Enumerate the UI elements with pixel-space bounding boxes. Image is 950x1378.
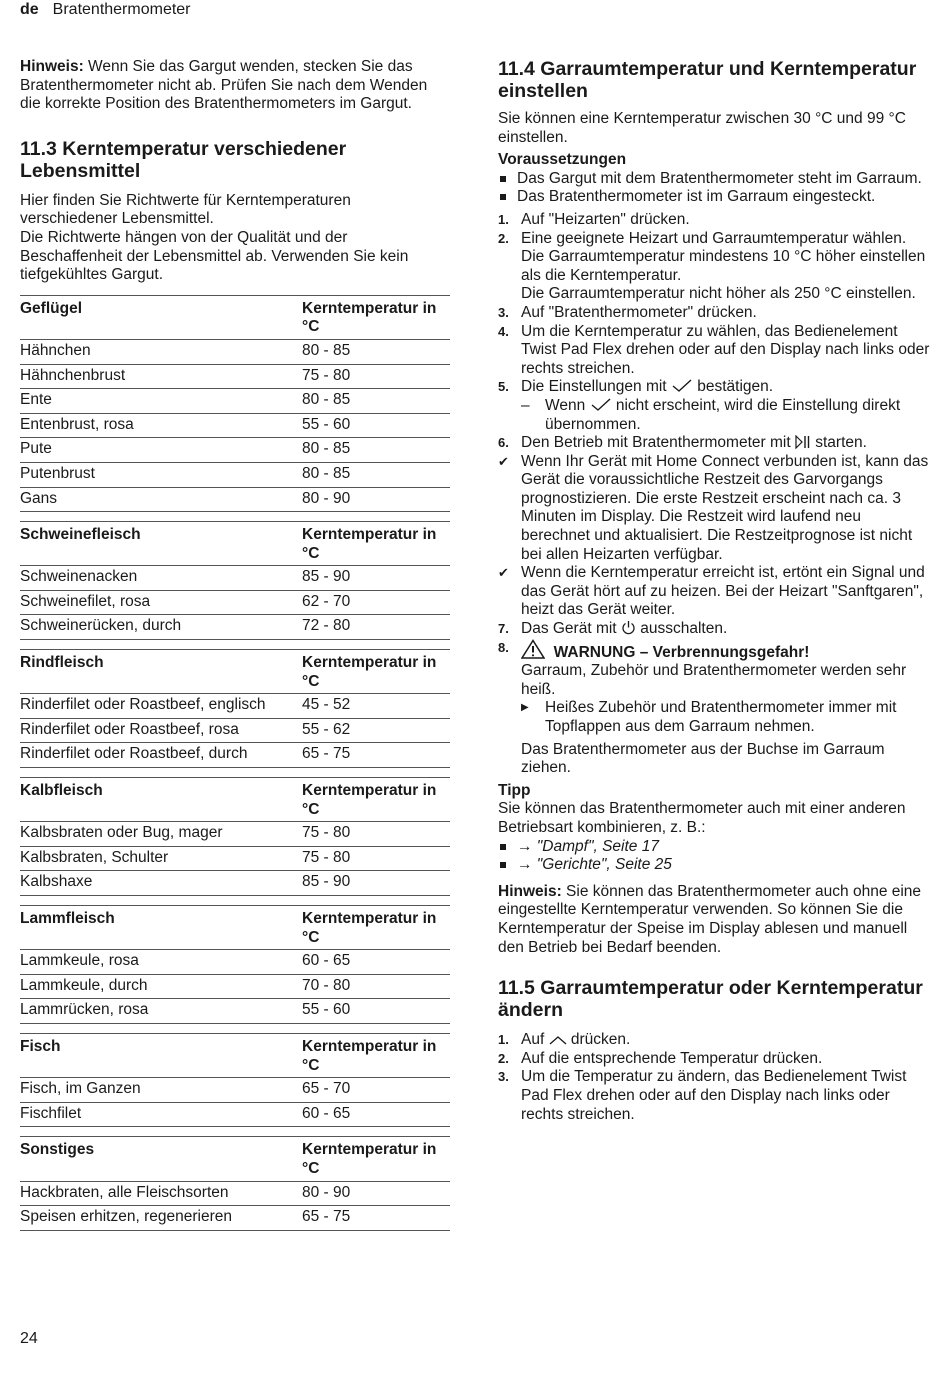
temperature-cell: 70 - 80 <box>302 974 450 999</box>
table-row <box>20 615 450 640</box>
temperature-cell: 60 - 65 <box>302 1102 450 1127</box>
change-step-1: 1. Auf drücken. <box>498 1031 631 1049</box>
requirement-item: Das Bratenthermometer ist im Garraum eingesteckt. <box>498 188 930 207</box>
table-row <box>20 743 450 768</box>
food-cell: Lammkeule, rosa <box>20 950 302 975</box>
tip-links <box>498 838 930 875</box>
temperature-cell: 80 - 85 <box>302 389 450 414</box>
change-step-3: 3. Um die Temperatur zu ändern, das Bedienelement Twist Pad Flex drehen oder auf den Display nach links oder rechts streichen. <box>498 1068 907 1123</box>
group-title: Sonstiges <box>20 1137 302 1181</box>
food-cell: Pute <box>20 438 302 463</box>
hint-text: Wenn Sie das Gargut wenden, stecken Sie das Bratenthermometer nicht ab. Prüfen Sie nach dem Wenden die korrekte Position des Bratenthermometers im Gargut. <box>20 58 428 113</box>
table-row <box>20 822 450 847</box>
step-5: 5. Die Einstellungen mit bestätigen. – Wenn nicht erscheint, wird die Einstellung direkt übernommen. <box>498 378 930 434</box>
group-unit-header: Kerntemperatur in °C <box>302 778 450 822</box>
step-2: 2. Eine geeignete Heizart und Garraumtemperatur wählen. Die Garraumtemperatur mindestens 10 °C höher einstellen als die Kerntemperatur. Die Garraumtemperatur nicht höher als 250 °C einstellen. <box>498 229 926 303</box>
group-title: Fisch <box>20 1033 302 1077</box>
table-row <box>20 1078 450 1103</box>
food-cell: Lammkeule, durch <box>20 974 302 999</box>
step-1: 1. Auf "Heizarten" drücken. <box>498 210 690 228</box>
temperature-cell: 85 - 90 <box>302 871 450 896</box>
action-arrow-icon: ▶ <box>521 702 529 714</box>
table-row <box>20 1102 450 1127</box>
checkmark-icon <box>671 379 693 393</box>
hint-paragraph-right: Hinweis: Sie können das Bratenthermometer auch ohne eine eingestellte Kerntemperatur verwenden. So können Sie die Kerntemperatur der Speise im Display ablesen und manuell den Betrieb bei Bedarf beenden. <box>498 882 922 956</box>
hint-label: Hinweis: <box>20 58 84 75</box>
temperature-cell: 75 - 80 <box>302 364 450 389</box>
group-title: Kalbfleisch <box>20 778 302 822</box>
food-cell: Hähnchenbrust <box>20 364 302 389</box>
left-column <box>20 58 450 1231</box>
table-row <box>20 974 450 999</box>
table-row <box>20 694 450 719</box>
intro-text: Sie können eine Kerntemperatur zwischen 30 °C und 99 °C einstellen. <box>498 110 906 146</box>
temperature-cell: 55 - 62 <box>302 718 450 743</box>
link-gerichte[interactable]: → "Gerichte", Seite 25 <box>498 856 930 875</box>
temperature-cell: 80 - 90 <box>302 1181 450 1206</box>
group-title: Schweinefleisch <box>20 522 302 566</box>
table-group-header <box>20 1033 450 1077</box>
table-row <box>20 1181 450 1206</box>
food-cell: Schweinenacken <box>20 566 302 591</box>
header-title: Bratenthermometer <box>52 1 191 18</box>
food-cell: Hackbraten, alle Fleischsorten <box>20 1181 302 1206</box>
table-group-header <box>20 1137 450 1181</box>
section-title-11-5: 11.5 Garraumtemperatur oder Kerntemperatur ändern <box>498 977 923 1022</box>
table-row <box>20 364 450 389</box>
table-group-header <box>20 778 450 822</box>
play-pause-icon <box>795 435 811 449</box>
food-cell: Schweinerücken, durch <box>20 615 302 640</box>
group-title: Lammfleisch <box>20 906 302 950</box>
food-cell: Ente <box>20 389 302 414</box>
food-cell: Kalbsbraten oder Bug, mager <box>20 822 302 847</box>
intro-text-2: Die Richtwerte hängen von der Qualität und der Beschaffenheit der Lebensmittel ab. Verwenden Sie kein tiefgekühltes Gargut. <box>20 228 409 284</box>
hint-paragraph <box>20 58 450 114</box>
food-cell: Hähnchen <box>20 339 302 364</box>
requirements-title: Voraussetzungen <box>498 151 627 169</box>
table-group-header <box>20 522 450 566</box>
food-cell: Kalbsbraten, Schulter <box>20 846 302 871</box>
group-title: Rindfleisch <box>20 650 302 694</box>
step-3: 3. Auf "Bratenthermometer" drücken. <box>498 303 757 321</box>
table-row <box>20 438 450 463</box>
food-cell: Gans <box>20 487 302 512</box>
step-7: 7. Das Gerät mit ausschalten. <box>498 620 728 638</box>
warning-action: ▶ Heißes Zubehör und Bratenthermometer immer mit Topflappen aus dem Garraum nehmen. <box>521 699 897 735</box>
food-cell: Fisch, im Ganzen <box>20 1078 302 1103</box>
page-header <box>20 0 191 20</box>
food-cell: Schweinefilet, rosa <box>20 590 302 615</box>
page-number: 24 <box>20 1330 38 1347</box>
temperature-cell: 80 - 85 <box>302 438 450 463</box>
food-cell: Speisen erhitzen, regenerieren <box>20 1206 302 1231</box>
food-cell: Rinderfilet oder Roastbeef, durch <box>20 743 302 768</box>
table-row <box>20 389 450 414</box>
table-group-header <box>20 650 450 694</box>
food-cell: Kalbshaxe <box>20 871 302 896</box>
temperature-cell: 65 - 70 <box>302 1078 450 1103</box>
temperature-cell: 65 - 75 <box>302 743 450 768</box>
chevron-up-icon <box>549 1034 567 1046</box>
food-cell: Rinderfilet oder Roastbeef, rosa <box>20 718 302 743</box>
group-unit-header: Kerntemperatur in °C <box>302 650 450 694</box>
group-unit-header: Kerntemperatur in °C <box>302 906 450 950</box>
table-row <box>20 590 450 615</box>
checkmark-icon <box>590 398 612 412</box>
section-title-11-4: 11.4 Garraumtemperatur und Kerntemperatur einstellen <box>498 58 917 102</box>
right-column <box>498 58 930 1124</box>
table-row <box>20 950 450 975</box>
temperature-cell: 55 - 60 <box>302 413 450 438</box>
section-title-11-3: 11.3 Kerntemperatur verschiedener Lebensmittel <box>20 137 347 182</box>
language-code: de <box>20 1 39 18</box>
table-row <box>20 462 450 487</box>
group-title: Geflügel <box>20 295 302 339</box>
temperature-cell: 65 - 75 <box>302 1206 450 1231</box>
table-row <box>20 1206 450 1231</box>
table-row <box>20 846 450 871</box>
requirement-item: Das Gargut mit dem Bratenthermometer steht im Garraum. <box>498 170 930 189</box>
link-dampf[interactable]: → "Dampf", Seite 17 <box>498 838 930 857</box>
intro-text-1: Hier finden Sie Richtwerte für Kerntemperaturen verschiedener Lebensmittel. <box>20 191 351 228</box>
tip-title: Tipp <box>498 781 531 799</box>
temperature-cell: 72 - 80 <box>302 615 450 640</box>
temperature-cell: 85 - 90 <box>302 566 450 591</box>
step-6: 6. Den Betrieb mit Bratenthermometer mit starten. <box>498 434 867 452</box>
temperature-cell: 55 - 60 <box>302 999 450 1024</box>
steps-list <box>498 211 930 778</box>
table-row <box>20 999 450 1024</box>
table-row <box>20 487 450 512</box>
warning-triangle-icon <box>521 639 545 659</box>
result-check-icon: ✔ <box>498 453 509 469</box>
food-cell: Rinderfilet oder Roastbeef, englisch <box>20 694 302 719</box>
group-unit-header: Kerntemperatur in °C <box>302 1137 450 1181</box>
temperature-cell: 75 - 80 <box>302 822 450 847</box>
table-row <box>20 339 450 364</box>
table-row <box>20 566 450 591</box>
warning-title: WARNUNG – Verbrennungsgefahr! <box>553 643 810 661</box>
table-row <box>20 718 450 743</box>
table-row <box>20 413 450 438</box>
temperature-cell: 45 - 52 <box>302 694 450 719</box>
step-8-warning: 8. WARNUNG – Verbrennungsgefahr! Garraum, Zubehör und Bratenthermometer werden sehr heiß. ▶ Heißes Zubehör und Bratenthermometer immer mit Topflappen aus dem Garraum nehmen. Das Bratenthermometer aus der Buchse im Garraum ziehen. <box>498 639 930 778</box>
result-2: ✔ Wenn die Kerntemperatur erreicht ist, ertönt ein Signal und das Gerät hört auf zu heizen. Bei der Heizart "Sanftgaren", heizt das Gerät weiter. <box>498 564 925 619</box>
tip-text: Sie können das Bratenthermometer auch mit einer anderen Betriebsart kombinieren, z. B.: <box>498 800 906 836</box>
group-unit-header: Kerntemperatur in °C <box>302 1033 450 1077</box>
table-group-header <box>20 295 450 339</box>
change-step-2: 2. Auf die entsprechende Temperatur drücken. <box>498 1049 823 1067</box>
group-unit-header: Kerntemperatur in °C <box>302 295 450 339</box>
warning-text: Garraum, Zubehör und Bratenthermometer werden sehr heiß. <box>521 662 907 698</box>
temperature-cell: 80 - 85 <box>302 339 450 364</box>
result-check-icon: ✔ <box>498 565 509 581</box>
temperature-cell: 80 - 85 <box>302 462 450 487</box>
group-unit-header: Kerntemperatur in °C <box>302 522 450 566</box>
table-row <box>20 871 450 896</box>
warning-after: Das Bratenthermometer aus der Buchse im Garraum ziehen. <box>521 740 885 777</box>
step-4: 4. Um die Kerntemperatur zu wählen, das Bedienelement Twist Pad Flex drehen oder auf den Display nach links oder rechts streichen. <box>498 322 930 377</box>
result-1: ✔ Wenn Ihr Gerät mit Home Connect verbunden ist, kann das Gerät die voraussichtliche Restzeit des Garvorgangs prognostizieren. Die erste Restzeit erscheint nach ca. 3 Minuten im Display. Die Restzeit wird laufend neu berechnet und aktualisiert. Die Restzeitprognose ist nicht bei allen Heizarten verfügbar. <box>498 452 929 563</box>
core-temperature-table <box>20 295 450 1231</box>
requirements-list <box>498 170 930 207</box>
food-cell: Fischfilet <box>20 1102 302 1127</box>
table-group-header <box>20 906 450 950</box>
power-icon <box>621 620 636 635</box>
temperature-cell: 62 - 70 <box>302 590 450 615</box>
temperature-cell: 60 - 65 <box>302 950 450 975</box>
food-cell: Entenbrust, rosa <box>20 413 302 438</box>
step-5-sub: – Wenn nicht erscheint, wird die Einstellung direkt übernommen. <box>521 396 901 433</box>
temperature-cell: 75 - 80 <box>302 846 450 871</box>
temperature-cell: 80 - 90 <box>302 487 450 512</box>
food-cell: Putenbrust <box>20 462 302 487</box>
food-cell: Lammrücken, rosa <box>20 999 302 1024</box>
